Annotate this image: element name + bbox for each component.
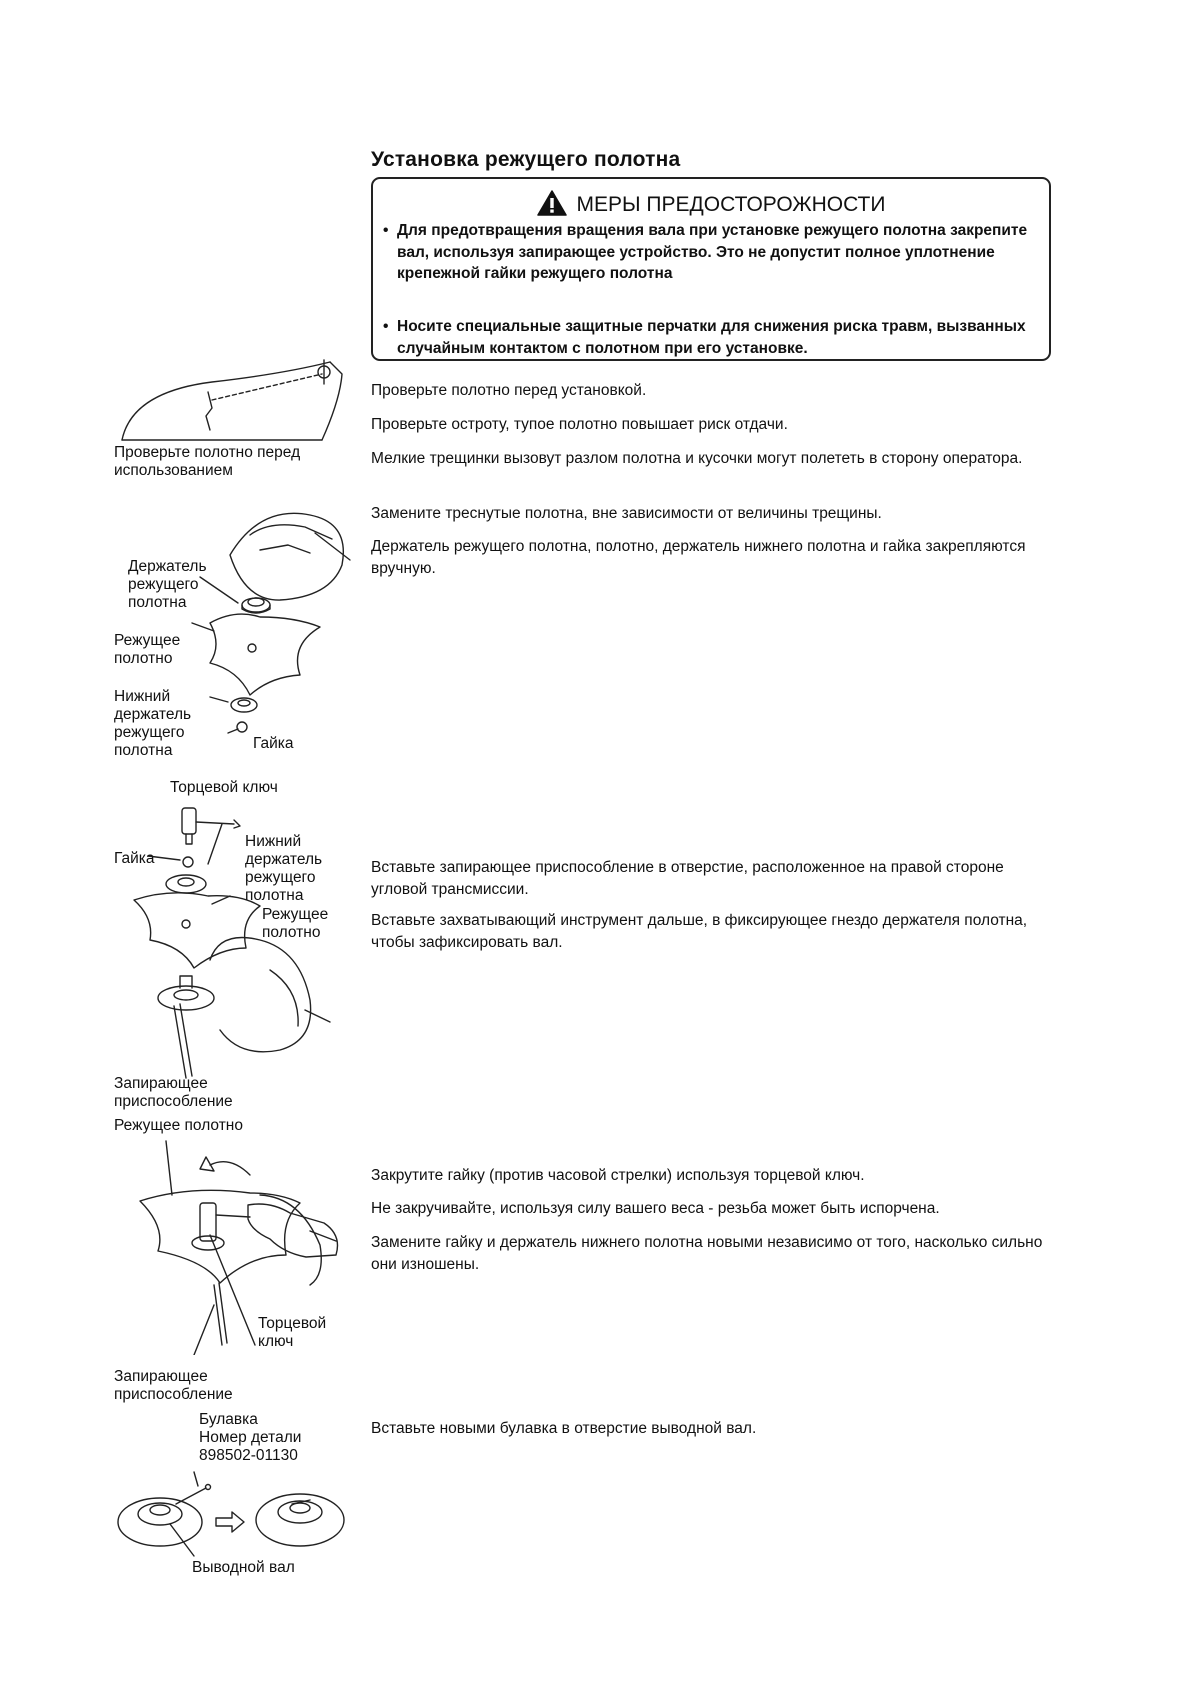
instruction-text: Закрутите гайку (против часовой стрелки) используя торцевой ключ. — [371, 1167, 865, 1184]
pin-insertion-illustration — [110, 1462, 350, 1562]
instruction-text: Проверьте остроту, тупое полотно повышает риск отдачи. — [371, 416, 788, 433]
figure-label: ключ — [258, 1333, 294, 1350]
warning-item: • Носите специальные защитные перчатки для снижения риска травм, вызванных случайным контактом с полотном при его установке. — [383, 316, 1035, 359]
instruction-text: Замените гайку и держатель нижнего полотна новыми независимо от того, насколько сильно они изношены. — [371, 1234, 1043, 1273]
figure-label: Запирающее — [114, 1075, 208, 1092]
figure-label: полотно — [114, 650, 173, 667]
warning-box — [371, 177, 1051, 361]
figure-label: полотна — [128, 594, 187, 611]
warning-icon — [537, 190, 567, 216]
page-title: Установка режущего полотна — [371, 148, 681, 171]
figure-label: полотно — [262, 924, 321, 941]
figure-label: Запирающее — [114, 1368, 208, 1385]
warning-heading: МЕРЫ ПРЕДОСТОРОЖНОСТИ — [576, 193, 886, 216]
warning-item-text: Носите специальные защитные перчатки для снижения риска травм, вызванных случайным контактом с полотном при его установке. — [397, 318, 1026, 357]
instruction-text: Мелкие трещинки вызовут разлом полотна и кусочки могут полететь в сторону оператора. — [371, 450, 1023, 467]
figure-label: Гайка — [114, 850, 155, 867]
figure-label: Булавка — [199, 1411, 258, 1428]
figure-label: Нижний — [114, 688, 171, 705]
instruction-text: Вставьте запирающее приспособление в отверстие, расположенное на правой стороне угловой трансмиссии. — [371, 859, 1004, 898]
warning-header — [373, 190, 1049, 217]
figure-label: держатель — [245, 851, 323, 868]
instruction-text: Держатель режущего полотна, полотно, держатель нижнего полотна и гайка закрепляются вручную. — [371, 538, 1026, 577]
figure-label: Режущее — [262, 906, 329, 923]
figure-label: Нижний — [245, 833, 302, 850]
figure-label: Гайка — [253, 735, 294, 752]
instruction-text: Не закручивайте, используя силу вашего веса - резьба может быть испорчена. — [371, 1200, 940, 1217]
instruction-text: Замените треснутые полотна, вне зависимости от величины трещины. — [371, 505, 882, 522]
figure-label: Выводной вал — [192, 1559, 295, 1576]
warning-item: • Для предотвращения вращения вала при установке режущего полотна закрепите вал, используя запирающее устройство. Это не допустит полное уплотнение крепежной гайки режущего полотна — [383, 220, 1035, 285]
figure-label: Режущее полотно — [114, 1117, 243, 1134]
figure-label: приспособление — [114, 1093, 233, 1110]
instruction-text: Проверьте полотно перед установкой. — [371, 382, 647, 399]
figure-label: режущего — [114, 724, 185, 741]
figure-caption: использованием — [114, 462, 233, 479]
figure-label: режущего — [245, 869, 316, 886]
figure-label: полотна — [114, 742, 173, 759]
warning-item-text: Для предотвращения вращения вала при установке режущего полотна закрепите вал, используя запирающее устройство. Это не допустит полное уплотнение крепежной гайки режущего полотна — [397, 222, 1028, 282]
figure-label: 898502-01130 — [199, 1447, 298, 1464]
figure-label: держатель — [114, 706, 192, 723]
figure-label: Номер детали — [199, 1429, 302, 1446]
figure-label: Торцевой ключ — [170, 779, 278, 796]
figure-label: Держатель — [128, 558, 207, 575]
instruction-text: Вставьте новыми булавка в отверстие выводной вал. — [371, 1420, 757, 1437]
figure-label: режущего — [128, 576, 199, 593]
figure-label: полотна — [245, 887, 304, 904]
blade-inspection-illustration — [112, 352, 352, 452]
figure-label: Торцевой — [258, 1315, 327, 1332]
figure-label: приспособление — [114, 1386, 233, 1403]
figure-caption: Проверьте полотно перед — [114, 444, 301, 461]
figure-label: Режущее — [114, 632, 181, 649]
instruction-text: Вставьте захватывающий инструмент дальше, в фиксирующее гнездо держателя полотна, чтобы зафиксировать вал. — [371, 912, 1028, 951]
